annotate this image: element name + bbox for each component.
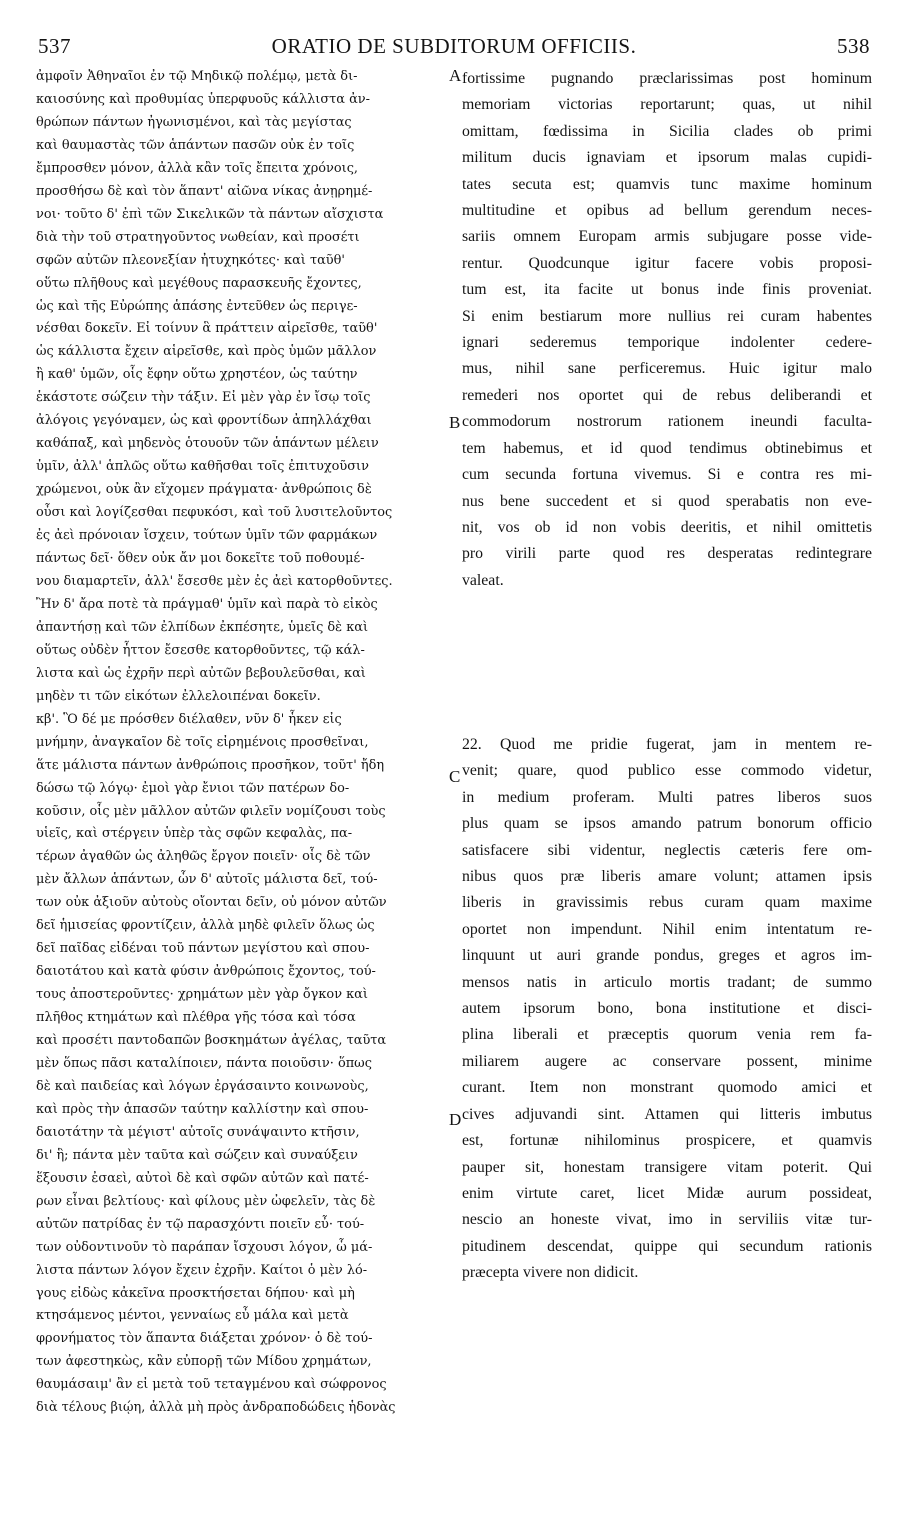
greek-text-line: καὶ προσέτι παντοδαπῶν βοσκημάτων ἀγέλας, ταῦτα	[36, 1033, 387, 1049]
greek-text-line: των οὐκ ἀξιοῦν αὐτοὺς οἴονται δεῖν, οὐ μόνον αὐτῶν	[36, 895, 387, 911]
greek-column	[36, 66, 448, 1420]
latin-text-line: multitudine et opibus ad bellum gerendum neces-	[462, 202, 872, 220]
greek-text-line: ἐς ἀεὶ πρόνοιαν ἴσχειν, τούτων ὑμῖν τῶν φαρμάκων	[36, 528, 378, 544]
greek-text-line: καὶ πρὸς τὴν ἁπασῶν ταύτην καλλίστην καὶ σπου-	[36, 1101, 369, 1117]
latin-text-line: liberis in gravissimis rebus curam quam maxime	[462, 894, 872, 912]
running-header	[38, 34, 870, 64]
latin-text-line: 22. Quod me pridie fugerat, jam in mentem re-	[462, 736, 872, 753]
greek-text-line: προσθήσω δὲ καὶ τὸν ἅπαντ' αἰῶνα νίκας ἀνῃρημέ-	[36, 183, 373, 199]
greek-text-line: Ἢν δ' ἄρα ποτὲ τὰ πράγμαθ' ὑμῖν καὶ παρὰ τὸ εἰκὸς	[36, 596, 378, 612]
latin-text-line: nescio an honeste vivat, imo in serviliis vitæ tur-	[462, 1211, 872, 1229]
latin-column	[462, 66, 872, 1282]
greek-text-line: κβ'. Ὃ δέ με πρόσθεν διέλαθεν, νῦν δ' ἧκεν εἰς	[36, 711, 342, 727]
section-marker-d: D	[449, 1110, 462, 1129]
greek-text-line: πάντως δεῖ· ὅθεν οὐκ ἄν μοι δοκεῖτε τοῦ ποθουμέ-	[36, 551, 365, 567]
greek-text-line: ὡς καὶ τῆς Εὐρώπης ἁπάσης ἐντεῦθεν ὡς περιγε-	[36, 298, 358, 314]
greek-text-line: δι' ἣ; πάντα μὲν ταῦτα καὶ σώζειν καὶ συναύξειν	[36, 1147, 358, 1163]
greek-text-line: των ἀφεστηκὼς, κἂν εὐπορῇ τῶν Μίδου χρημάτων,	[36, 1354, 372, 1370]
latin-text-line: præcepta vivere non didicit.	[462, 1264, 639, 1282]
greek-text-line: ὑμῖν, ἀλλ' ἁπλῶς οὕτω καθῆσθαι τοῖς ἐπιτυχοῦσιν	[36, 459, 369, 475]
greek-text-line: ἀπαντήσῃ καὶ τῶν ἐλπίδων ἐκπέσητε, ὑμεῖς δὲ καὶ	[36, 619, 369, 635]
greek-text-line: διὰ τέλους βιῴη, ἀλλὰ μὴ πρὸς ἀνδραποδώδεις ἡδονὰς	[36, 1400, 396, 1416]
latin-text-line: omittam, fœdissima in Sicilia clades ob primi	[462, 122, 872, 140]
latin-text-line: commodorum nostrorum rationem ineundi faculta-	[462, 413, 872, 431]
greek-text-line: των οὐδοντινοῦν τὸ παράπαν ἴσχουσι λόγον, ὧ μά-	[36, 1239, 373, 1255]
latin-text-line: autem ipsorum bono, bona institutione et disci-	[462, 1000, 872, 1018]
latin-text-line: curant. Item non monstrant quomodo amici et	[462, 1079, 872, 1097]
latin-text-line: cives adjuvandi sint. Attamen qui litteris imbutus	[462, 1105, 872, 1123]
greek-text-line: χρώμενοι, οὐκ ἂν εἴχομεν πράγματα· ἀνθρώποις δὲ	[36, 482, 372, 498]
greek-text-line: μὲν ἄλλων ἁπάντων, ὧν δ' αὐτοῖς μάλιστα δεῖ, τού-	[36, 872, 378, 888]
greek-text-line: ἀμφοῖν Ἀθηναῖοι ἐν τῷ Μηδικῷ πολέμῳ, μετὰ δι-	[36, 69, 358, 84]
greek-text-line: δεῖ ἡμισείας φροντίζειν, ἀλλὰ μηδὲ φιλεῖν ὅλως ὡς	[36, 918, 375, 934]
greek-text-line: δαιοτάτην τὰ μέγιστ' αὐτοῖς συνάψαιντο κτῆσιν,	[36, 1124, 360, 1140]
greek-text-line: οὕτω πλῆθους καὶ μεγέθους παρασκευῆς ἔχοντες,	[36, 275, 362, 291]
greek-text-line: νέσθαι δοκεῖν. Εἰ τοίνυν ἃ πράττειν αἱρεῖσθε, ταῦθ'	[36, 321, 378, 337]
greek-text-line: τους ἀποστεροῦντες· χρημάτων μὲν γὰρ ὄγκον καὶ	[36, 987, 368, 1003]
greek-text-line: οὕτως οὐδὲν ἧττον ἔσεσθε κατορθοῦντες, τῷ κάλ-	[36, 642, 365, 658]
latin-text-line: tem habemus, et id quod tendimus obtinebimus et	[462, 439, 872, 457]
latin-text-line: tum est, ita facite ut bonus inde finis proveniat.	[462, 281, 872, 299]
latin-text-line: mensos natis in articulo mortis tradant; de summo	[462, 973, 872, 991]
latin-text-line: miliarem augere ac conservare possent, minime	[462, 1052, 872, 1070]
greek-text-line: μὲν ὅπως πᾶσι καταλίποιεν, πάντα ποιοῦσιν· ὅπως	[36, 1055, 372, 1071]
section-marker-b: B	[449, 413, 461, 432]
latin-text-line: linquunt ut auri grande pondus, greges et agros im-	[462, 947, 872, 965]
greek-text-line: ἔμπροσθεν μόνον, ἀλλὰ κἂν τοῖς ἔπειτα χρόνοις,	[36, 160, 359, 176]
greek-text-line: υἱεῖς, καὶ στέργειν ὑπὲρ τὰς σφῶν κεφαλὰς, πα-	[36, 826, 353, 842]
latin-text-line: militum ducis ignaviam et ipsorum malas cupidi-	[462, 149, 872, 167]
latin-text-line: nus bene succedent et si quod sperabatis non eve-	[462, 492, 872, 510]
greek-text-line: ἀλόγοις γεγόναμεν, ὡς καὶ φροντίδων ἀπηλλάχθαι	[36, 413, 372, 429]
greek-text-line: θρώπων πάντων ἠγωνισμένοι, καὶ τὰς μεγίστας	[36, 114, 352, 130]
greek-text-line: ρων εἶναι βελτίους· καὶ φίλους μὲν ὠφελεῖν, τὰς δὲ	[36, 1193, 376, 1209]
greek-text-line: ἢ καθ' ὑμῶν, οἷς ἔφην οὕτω χρηστέον, ὡς ταύτην	[36, 367, 358, 383]
greek-text-line: ἑκάστοτε σώζειν τὴν τάξιν. Εἰ μὲν γὰρ ἐν ἴσῳ τοῖς	[36, 390, 371, 406]
greek-text-line: καὶ θαυμαστὰς τῶν ἁπάντων πασῶν οὐκ ἐν τοῖς	[36, 137, 355, 153]
greek-text-line: δεῖ παῖδας εἰδέναι τοῦ πάντων μεγίστου καὶ σπου-	[36, 941, 370, 957]
latin-text-line: remederi nos oportet qui de rebus deliberandi et	[462, 386, 872, 404]
latin-text-line: cum secunda fortuna vivemus. Si e contra res mi-	[462, 466, 872, 484]
latin-text-line: ignari sederemus temporique indolenter cedere-	[462, 334, 872, 352]
greek-text-line: νοι· τοῦτο δ' ἐπὶ τῶν Σικελικῶν τὰ πάντων αἴσχιστα	[36, 206, 384, 222]
latin-text-line: satisfacere sibi videntur, neglectis cæteris fere om-	[462, 841, 872, 859]
greek-text-line: καθάπαξ, καὶ μηδενὸς ὁτουοῦν τῶν ἁπάντων μέλειν	[36, 436, 379, 452]
latin-text-line: pauper sit, honestam transigere vitam poterit. Qui	[462, 1158, 872, 1176]
page-number-left: 537	[38, 34, 71, 58]
latin-text-line: mus, nihil sane perficeremus. Huic igitur malo	[462, 360, 872, 378]
greek-text-line: αὐτῶν πατρίδας ἐν τῷ παρασχόντι ποιεῖν εὖ· τού-	[36, 1216, 365, 1232]
greek-text-line: ἅτε μάλιστα πάντων ἀνθρώποις προσῆκον, τοῦτ' ἤδη	[36, 757, 385, 773]
greek-text-line: γους εἰδὼς κἀκεῖνα προσκτήσεται δήπου· καὶ μὴ	[36, 1285, 355, 1301]
latin-text-line: rentur. Quodcunque igitur facere vobis proposi-	[462, 254, 872, 272]
greek-text-line: οὖσι καὶ λογίζεσθαι πεφυκόσι, καὶ τοῦ λυσιτελοῦντος	[36, 505, 393, 521]
greek-text-line: δὲ καὶ παιδείας καὶ λόγων ἐργάσαιντο κοινωνοὺς,	[36, 1078, 369, 1094]
greek-text-line: σφῶν αὐτῶν πλεονεξίαν ἠτυχηκότες· καὶ ταῦθ'	[36, 252, 345, 268]
greek-text-line: δαιοτάτου καὶ κατὰ φύσιν ἀνθρώποις ἔχοντος, τού-	[36, 964, 376, 980]
section-marker-c: C	[449, 767, 461, 786]
greek-text-line: δώσω τῷ λόγῳ· ἐμοὶ γὰρ ἔνιοι τῶν πατέρων δο-	[36, 780, 350, 796]
page-number-right: 538	[837, 34, 870, 58]
latin-paragraph-1	[462, 66, 872, 594]
greek-text-line: μηδὲν τι τῶν εἰκότων ἐλλελοιπέναι δοκεῖν.	[36, 688, 321, 704]
latin-text-line: sariis omnem Europam armis subjugare posse vide-	[462, 228, 872, 246]
greek-text-line: διὰ τὴν τοῦ στρατηγοῦντος νωθείαν, καὶ προσέτι	[36, 229, 360, 245]
greek-text-line: λιστα καὶ ὡς ἐχρῆν περὶ αὐτῶν βεβουλεῦσθαι, καὶ	[36, 665, 366, 681]
latin-text-line: nit, vos ob id non vobis deeritis, et nihil omittetis	[462, 518, 872, 536]
latin-text-line: memoriam victorias reportarunt; quas, ut nihil	[462, 96, 872, 114]
latin-text-line: Si enim bestiarum more nullius rei curam habentes	[462, 307, 872, 325]
latin-text-line: fortissime pugnando præclarissimas post hominum	[462, 70, 872, 87]
greek-text-line: κτησάμενος μέντοι, γενναίως εὖ μάλα καὶ μετὰ	[36, 1308, 349, 1324]
latin-text-line: plus quam se ipsos amando patrum bonorum officio	[462, 815, 872, 833]
section-marker-a: A	[449, 66, 462, 85]
latin-text-line: tates secuta est; quamvis tunc maxime hominum	[462, 175, 872, 193]
running-title: ORATIO DE SUBDITORUM OFFICIIS.	[271, 34, 637, 58]
greek-text-line: φρονήματος τὸν ἅπαντα διάξεται χρόνον· ὁ δὲ τού-	[36, 1331, 373, 1347]
latin-text-line: pro virili parte quod res desperatas redintegrare	[462, 545, 872, 563]
greek-text-line: τέρων ἀγαθῶν ὡς ἀληθῶς ἔργον ποιεῖν· οἷς δὲ τῶν	[36, 849, 371, 865]
greek-text-line: ἕξουσιν ἐσαεὶ, αὐτοὶ δὲ καὶ σφῶν αὐτῶν καὶ πατέ-	[36, 1170, 369, 1186]
latin-text-line: pitudinem descendat, quippe qui secundum rationis	[462, 1237, 872, 1255]
greek-text-line: λιστα πάντων λόγον ἔχειν ἐχρῆν. Καίτοι ὁ μὲν λό-	[36, 1262, 368, 1278]
greek-text-line: κοῦσιν, οἷς μὲν μᾶλλον αὐτῶν φιλεῖν νομίζουσι τοὺς	[36, 803, 386, 819]
latin-text-line: plina liberali et præceptis quorum venia rem fa-	[462, 1026, 872, 1044]
greek-text-line: θαυμάσαιμ' ἂν εἰ μετὰ τοῦ τεταγμένου καὶ σώφρονος	[36, 1377, 387, 1393]
latin-text-line: nibus quos præ liberis amare volunt; attamen ipsis	[462, 868, 872, 886]
greek-text-line: καιοσύνης καὶ προθυμίας ὑπερφυοῦς κάλλιστα ἀν-	[36, 91, 370, 107]
latin-text-line: oportet non impendunt. Nihil enim intentatum re-	[462, 920, 872, 938]
latin-text-line: valeat.	[462, 571, 504, 589]
latin-text-line: venit; quare, quod publico esse commodo videtur,	[462, 762, 872, 780]
greek-text-line: ὡς κάλλιστα ἔχειν αἱρεῖσθε, καὶ πρὸς ὑμῶν μᾶλλον	[36, 344, 377, 360]
greek-text-line: μνήμην, ἀναγκαῖον δὲ τοῖς εἰρημένοις προσθεῖναι,	[36, 734, 369, 750]
greek-text-line: νου διαμαρτεῖν, ἀλλ' ἔσεσθε μὲν ἐς ἀεὶ κατορθοῦντες.	[36, 573, 393, 589]
latin-text-line: in medium proferam. Multi patres liberos suos	[462, 788, 872, 806]
latin-paragraph-2	[462, 732, 872, 1287]
latin-text-line: est, fortunæ nihilominus prospicere, et quamvis	[462, 1132, 872, 1150]
greek-text-line: πλῆθος κτημάτων καὶ πλέθρα γῆς τόσα καὶ τόσα	[36, 1010, 356, 1026]
latin-text-line: enim virtute caret, licet Midæ aurum possideat,	[462, 1184, 872, 1202]
